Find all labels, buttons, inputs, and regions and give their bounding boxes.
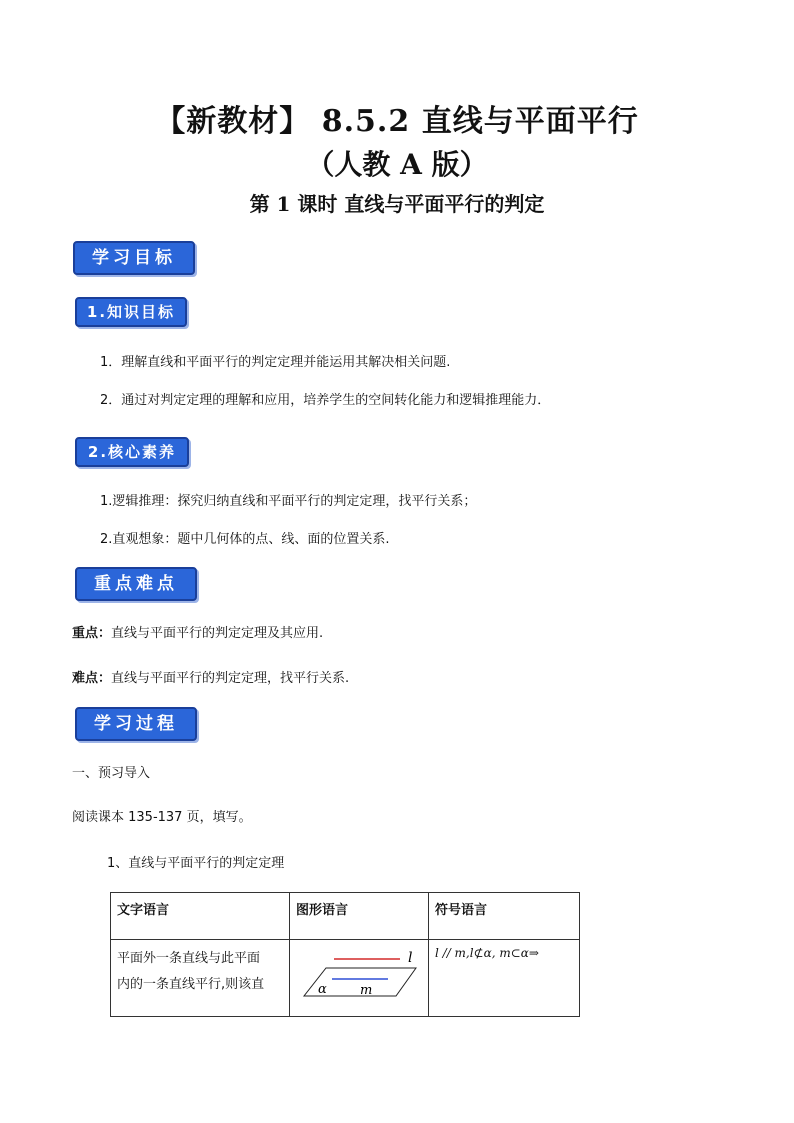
literacy-item-1: 1.逻辑推理：探究归纳直线和平面平行的判定定理，找平行关系； — [100, 494, 477, 509]
literacy-item-2: 2.直观想象：题中几何体的点、线、面的位置关系. — [100, 532, 390, 547]
key-point — [72, 625, 323, 643]
reading-instruction: 阅读课本 135-137 页，填写。 — [72, 810, 252, 825]
core-literacy-badge: 2.核心素养 — [75, 437, 189, 467]
learning-process-badge: 学习过程 — [75, 707, 197, 741]
header-figure-language: 图形语言 — [290, 893, 429, 940]
key-label: 重点： — [72, 626, 112, 641]
symbol-language-cell — [429, 940, 580, 1017]
header-text-language: 文字语言 — [111, 893, 290, 940]
header-symbol-language: 符号语言 — [429, 893, 580, 940]
item1-title: 1、直线与平面平行的判定定理 — [107, 856, 285, 871]
label-alpha: α — [318, 982, 327, 997]
knowledge-goals-badge: 1.知识目标 — [75, 297, 187, 327]
learning-goals-badge: 学习目标 — [73, 241, 195, 275]
preview-title: 一、预习导入 — [72, 766, 151, 781]
figure-language-cell — [290, 940, 429, 1017]
text-language-cell — [111, 940, 290, 1017]
label-l: l — [408, 950, 413, 966]
key-difficult-badge: 重点难点 — [75, 567, 197, 601]
theorem-table — [110, 892, 580, 1017]
table-row — [111, 940, 580, 1017]
document-title: 【新教材】 8.5.2 直线与平面平行 — [155, 104, 639, 139]
knowledge-item-1: 1．理解直线和平面平行的判定定理并能运用其解决相关问题. — [100, 355, 451, 370]
knowledge-item-2: 2．通过对判定定理的理解和应用，培养学生的空间转化能力和逻辑推理能力． — [100, 393, 551, 408]
difficult-point — [72, 670, 349, 688]
lesson-subtitle: 第 1 课时 直线与平面平行的判定 — [249, 192, 545, 216]
label-m: m — [360, 983, 373, 998]
table-header-row — [111, 893, 580, 940]
symbol-expression: l // m,l⊄α, m⊂α⇒ — [435, 946, 539, 960]
plane-line-figure — [296, 946, 422, 1006]
text-line-1: 平面外一条直线与此平面 — [117, 951, 261, 966]
difficult-label: 难点： — [72, 671, 112, 686]
difficult-text: 直线与平面平行的判定定理，找平行关系. — [111, 671, 350, 686]
key-text: 直线与平面平行的判定定理及其应用. — [111, 626, 324, 641]
document-edition: （人教 A 版） — [306, 148, 488, 181]
text-line-2: 内的一条直线平行,则该直 — [117, 977, 265, 992]
